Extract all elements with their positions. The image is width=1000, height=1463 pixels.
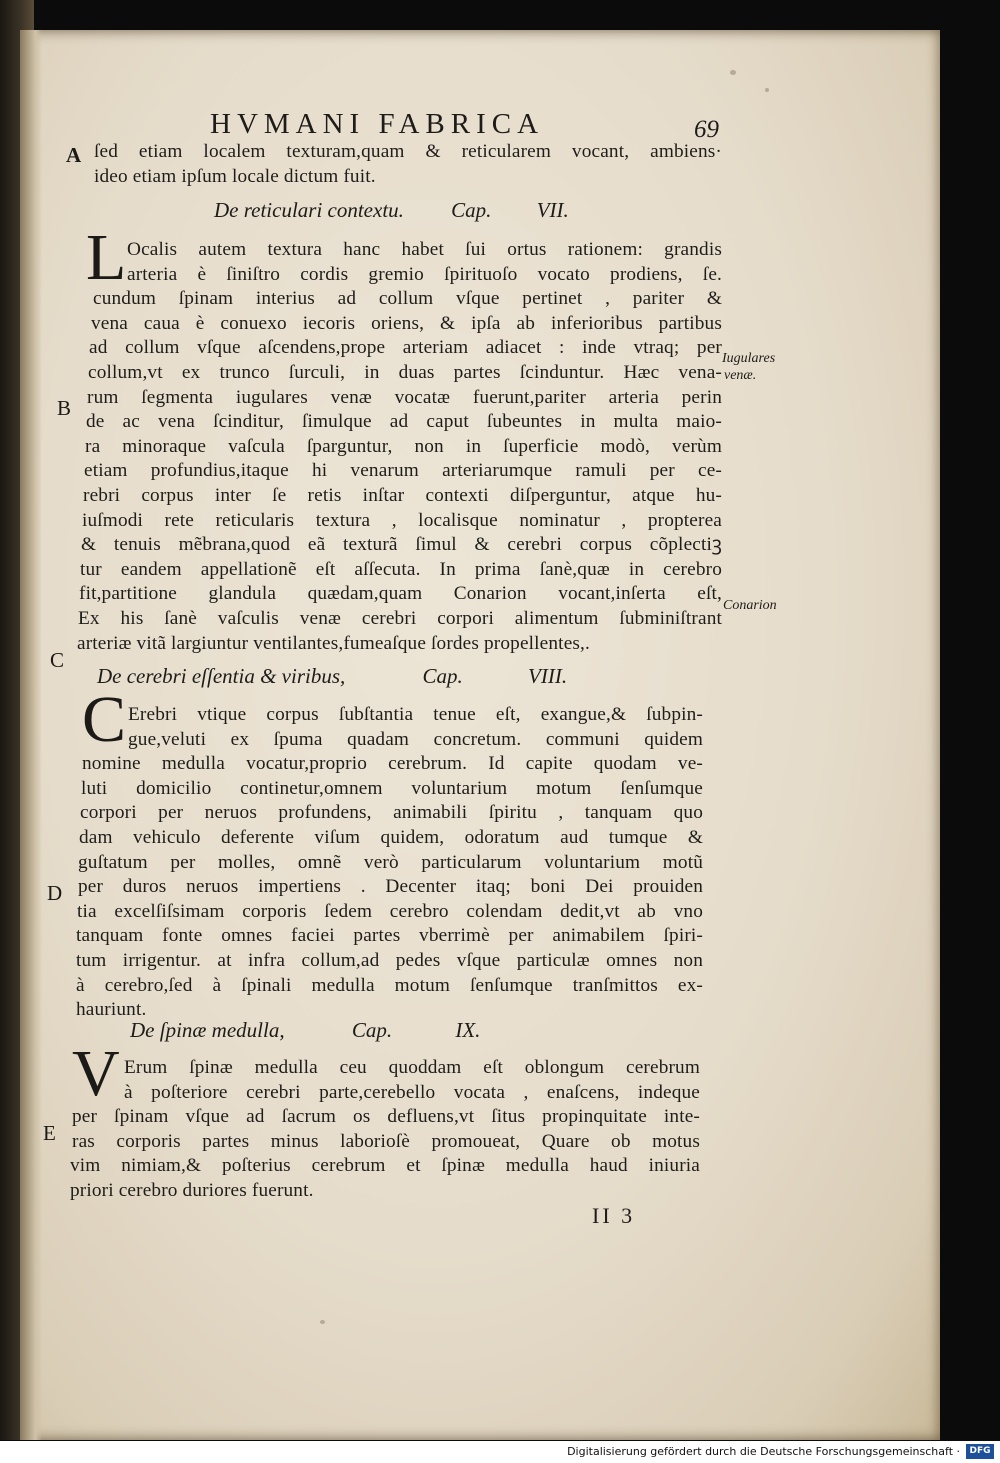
text-line: vena caua è conuexo iecoris oriens, & ipſa ab inferioribus partibus [91,312,722,334]
text-line: per duros neruos impertiens . Decenter itaq; boni Dei prouiden [78,876,703,898]
chapter-number: VII. [536,198,569,222]
margin-note-iugulares [722,350,775,384]
chapter-title: De ſpinæ medulla, [130,1018,285,1042]
text-line: tanquam fonte omnes faciei partes vberrimè per animabilem ſpiri- [76,925,703,947]
text-line: à cerebro,ſed à ſpinali medulla motum ſenſumque tranſmittos ex- [76,974,703,996]
paper-speck [320,1320,325,1324]
text-line: Erum ſpinæ medulla ceu quoddam eſt oblongum cerebrum [124,1057,700,1078]
text-line: Ex his ſanè vaſculis venæ cerebri corpori alimentum ſubminiſtrant [78,607,722,629]
paper-speck [730,70,736,75]
section-letter-b: B [57,396,72,420]
text-line: iuſmodi rete reticularis textura , localisque nominatur , propterea [82,509,722,531]
text-line: de ac vena ſcinditur, ſimulque ad caput ſubeuntes in multa maio- [86,411,722,433]
section-letter-d: D [47,881,63,905]
section-letter-a: A [66,143,82,167]
section-letter-e: E [43,1121,56,1145]
text-line: ad collum vſque aſcendens,prope arteriam adiacet : inde vtraq; per [89,337,722,359]
text-line: gue,veluti ex ſpuma quadam concretum. communi quidem [128,728,703,750]
chapter-8-heading [97,664,567,689]
text-line: ra minoraque vaſcula ſparguntur, non in ſuperficie modò, verùm [85,435,722,457]
initial-letter-c: C [82,683,127,756]
chapter-cap: Cap. [451,198,492,222]
page-number: 69 [694,116,719,143]
text-line: luti domicilio continetur,omnem voluntarium motum ſenſumque [81,777,703,799]
chapter-7-body [75,238,722,656]
text-line: rum ſegmenta iugulares venæ vocatæ fuerunt,pariter arteria perin [87,386,722,408]
chapter-cap: Cap. [422,664,463,688]
text-line: ras corporis partes minus laborioſè promoueat, Quare ob motus [72,1130,700,1152]
margin-note-conarion: Conarion [723,598,777,613]
text-line: priori cerebro duriores fuerunt. [70,1179,314,1201]
text-line: collum,vt ex trunco ſurculi, in duas partes ſcinduntur. Hæc vena- [88,361,722,383]
margin-note-line: Iugulares [722,351,776,366]
text-line: cundum ſpinam interius ad collum vſque pertinet , pariter & [93,288,722,310]
text-line: Erebri vtique corpus ſubſtantia tenue eſt, exangue,& ſubpin- [128,704,703,725]
chapter-title: De cerebri eſſentia & viribus, [97,664,346,688]
text-line: dam vehiculo deferente viſum quidem, odoratum aud tumque & [79,826,703,848]
text-line: arteriæ vitã largiuntur ventilantes,fumeaſque ſordes propellentes,. [77,632,590,654]
text-line: vim nimiam,& poſterius cerebrum et ſpinæ medulla haud iniuria [70,1155,700,1177]
chapter-8-body [76,703,703,1023]
text-line: Ocalis autem textura hanc habet ſui ortus rationem: grandis [127,239,722,260]
text-line: tum irrigentur. at infra collum,ad pedes vſque particulæ omnes non [76,949,703,971]
text-line: & tenuis mẽbrana,quod eã texturã ſimul & cerebri corpus cõplectiꝫ [81,534,722,556]
chapter-number: IX. [455,1018,481,1042]
text-line: nomine medulla vocatur,proprio cerebrum. Id capite quodam ve- [82,753,703,775]
signature-mark: II 3 [592,1203,636,1228]
text-line: etiam profundius,itaque hi venarum arteriarumque ramuli per ce- [84,460,722,482]
text-line: à poſteriore cerebri parte,cerebello vocata , enaſcens, indeque [124,1081,700,1103]
text-line: tia excelſiſsimam corporis ſedem cerebro colendam dedit,vt ab vno [77,900,703,922]
footer-bar [0,1441,1000,1463]
text-line: rebri corpus inter ſe retis inſtar contexti diſperguntur, atque hu- [83,484,722,506]
text-line: ſed etiam localem texturam,quam & reticularem vocant, ambiens· [94,141,722,162]
section-letter-c: C [50,648,65,672]
chapter-9-body [70,1056,700,1204]
chapter-number: VIII. [528,664,568,688]
margin-note-line: venæ. [724,368,757,383]
text-line: per ſpinam vſque ad ſacrum os defluens,vt ſitus propinquitate inte- [72,1106,700,1128]
chapter-cap: Cap. [351,1018,393,1042]
text-line: tur eandem appellationẽ eſt aſſecuta. In prima ſanè,quæ in cerebro [80,558,722,580]
initial-letter-l: L [86,221,127,294]
text-line: fit,partitione glandula quædam,quam Conarion vocant,inſerta eſt, [79,583,722,605]
footer-credit: Digitalisierung gefördert durch die Deutsche Forschungsgemeinschaft · [567,1445,960,1458]
opening-paragraph [94,140,722,189]
initial-letter-v: V [72,1037,120,1110]
text-line: ideo etiam ipſum locale dictum fuit. [94,165,376,187]
text-line: corpori per neruos profundens, animabili ſpiritu , tanquam quo [80,802,703,824]
running-head: HVMANI FABRICA [210,108,545,140]
text-line: guſtatum per molles, omnẽ verò particularum voluntarium motũ [78,851,703,873]
paper-speck [765,88,769,92]
chapter-7-heading [214,198,569,223]
text-line: hauriunt. [76,999,147,1021]
dfg-logo-icon: DFG [966,1444,994,1459]
chapter-title: De reticulari contextu. [214,198,404,222]
text-line: arteria è ſiniſtro cordis gremio ſpirituoſo vocato prodiens, ſe. [127,263,722,285]
chapter-9-heading [130,1018,480,1043]
